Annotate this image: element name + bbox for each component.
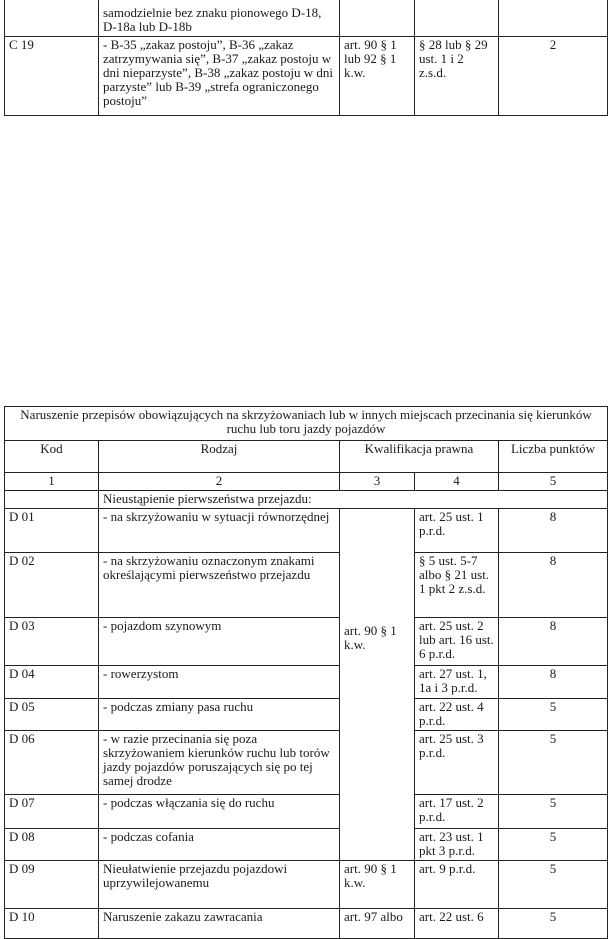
- table-row: [5, 0, 608, 36]
- points-cell: 2: [499, 36, 608, 115]
- table-row: [5, 666, 608, 699]
- points-cell: [499, 0, 608, 36]
- qualification-reg-cell: art. 22 ust. 4 p.r.d.: [415, 699, 499, 731]
- column-number: 1: [5, 473, 99, 491]
- table-row: [5, 861, 608, 909]
- table-row: [5, 731, 608, 795]
- description-cell: - na skrzyżowaniu w sytuacji równorzędnej: [99, 509, 340, 553]
- qualification-reg-cell: art. 17 ust. 2 p.r.d.: [415, 795, 499, 829]
- table-row: [5, 553, 608, 618]
- qualification-kw-cell: [340, 0, 415, 36]
- description-cell: - rowerzystom: [99, 666, 340, 699]
- description-cell: - na skrzyżowaniu oznaczonym znakami określającymi pierwszeństwo przejazdu: [99, 553, 340, 618]
- section-title: Naruszenie przepisów obowiązujących na skrzyżowaniach lub w innych miejscach przecinania się kierunków ruchu lub toru jazdy pojazdów: [5, 407, 608, 441]
- points-cell: 8: [499, 553, 608, 618]
- description-cell: - B-35 „zakaz postoju”, B-36 „zakaz zatrzymywania się”, B-37 „zakaz postoju w dni nieparzyste”, B-38 „zakaz postoju w dni parzyste” lub B-39 „strefa ograniczonego postoju”: [99, 36, 340, 115]
- qualification-kw-cell: art. 97 albo: [340, 909, 415, 939]
- qualification-kw-cell: art. 90 § 1 lub 92 § 1 k.w.: [340, 36, 415, 115]
- section-title-row: [5, 407, 608, 441]
- header-type: Rodzaj: [99, 441, 340, 473]
- empty-cell: [5, 491, 99, 509]
- qualification-kw-cell: art. 90 § 1 k.w.: [340, 861, 415, 909]
- table-row: [5, 509, 608, 553]
- qualification-reg-cell: art. 23 ust. 1 pkt 3 p.r.d.: [415, 829, 499, 861]
- code-cell: D 02: [5, 553, 99, 618]
- qualification-reg-cell: art. 25 ust. 1 p.r.d.: [415, 509, 499, 553]
- table-row: [5, 36, 608, 115]
- header-points: Liczba punktów: [499, 441, 608, 473]
- points-cell: 5: [499, 909, 608, 939]
- code-cell: D 08: [5, 829, 99, 861]
- points-cell: 5: [499, 731, 608, 795]
- code-cell: D 07: [5, 795, 99, 829]
- table-row: [5, 618, 608, 666]
- description-cell: Naruszenie zakazu zawracania: [99, 909, 340, 939]
- header-row: [5, 441, 608, 473]
- column-number: 3: [340, 473, 415, 491]
- points-cell: 5: [499, 829, 608, 861]
- description-cell: - pojazdom szynowym: [99, 618, 340, 666]
- column-numbers-row: [5, 473, 608, 491]
- code-cell: D 04: [5, 666, 99, 699]
- points-cell: 8: [499, 618, 608, 666]
- code-cell: D 01: [5, 509, 99, 553]
- code-cell: D 10: [5, 909, 99, 939]
- description-cell: - podczas zmiany pasa ruchu: [99, 699, 340, 731]
- header-qualification: Kwalifikacja prawna: [340, 441, 499, 473]
- column-number: 4: [415, 473, 499, 491]
- subheader-label: Nieustąpienie pierwszeństwa przejazdu:: [99, 491, 608, 509]
- code-cell: [5, 0, 99, 36]
- column-number: 5: [499, 473, 608, 491]
- qualification-reg-cell: art. 9 p.r.d.: [415, 861, 499, 909]
- qualification-reg-cell: art. 22 ust. 6: [415, 909, 499, 939]
- description-cell: samodzielnie bez znaku pionowego D-18, D-18a lub D-18b: [99, 0, 340, 36]
- qualification-reg-cell: art. 27 ust. 1, 1a i 3 p.r.d.: [415, 666, 499, 699]
- column-number: 2: [99, 473, 340, 491]
- code-cell: D 06: [5, 731, 99, 795]
- table-row: [5, 909, 608, 939]
- qualification-reg-cell: § 5 ust. 5-7 albo § 21 ust. 1 pkt 2 z.s.d.: [415, 553, 499, 618]
- subheader-row: [5, 491, 608, 509]
- description-cell: Nieułatwienie przejazdu pojazdowi uprzywilejowanemu: [99, 861, 340, 909]
- qualification-reg-cell: art. 25 ust. 2 lub art. 16 ust. 6 p.r.d.: [415, 618, 499, 666]
- table-row: [5, 795, 608, 829]
- qualification-reg-cell: [415, 0, 499, 36]
- description-cell: - w razie przecinania się poza skrzyżowaniem kierunków ruchu lub torów jazdy pojazdów poruszających się po tej samej drodze: [99, 731, 340, 795]
- points-cell: 5: [499, 699, 608, 731]
- intersection-violations-table: [4, 406, 608, 939]
- code-cell: C 19: [5, 36, 99, 115]
- merged-qualification-text: art. 90 § 1 k.w.: [344, 622, 397, 652]
- qualification-reg-cell: art. 25 ust. 3 p.r.d.: [415, 731, 499, 795]
- code-cell: D 09: [5, 861, 99, 909]
- points-cell: 8: [499, 509, 608, 553]
- description-cell: - podczas cofania: [99, 829, 340, 861]
- merged-qualification-cell: [340, 509, 415, 861]
- points-cell: 8: [499, 666, 608, 699]
- description-cell: - podczas włączania się do ruchu: [99, 795, 340, 829]
- header-code: Kod: [5, 441, 99, 473]
- table-row: [5, 829, 608, 861]
- points-cell: 5: [499, 861, 608, 909]
- table-row: [5, 699, 608, 731]
- code-cell: D 05: [5, 699, 99, 731]
- qualification-reg-cell: § 28 lub § 29 ust. 1 i 2 z.s.d.: [415, 36, 499, 115]
- code-cell: D 03: [5, 618, 99, 666]
- points-cell: 5: [499, 795, 608, 829]
- previous-section-table: [4, 0, 608, 116]
